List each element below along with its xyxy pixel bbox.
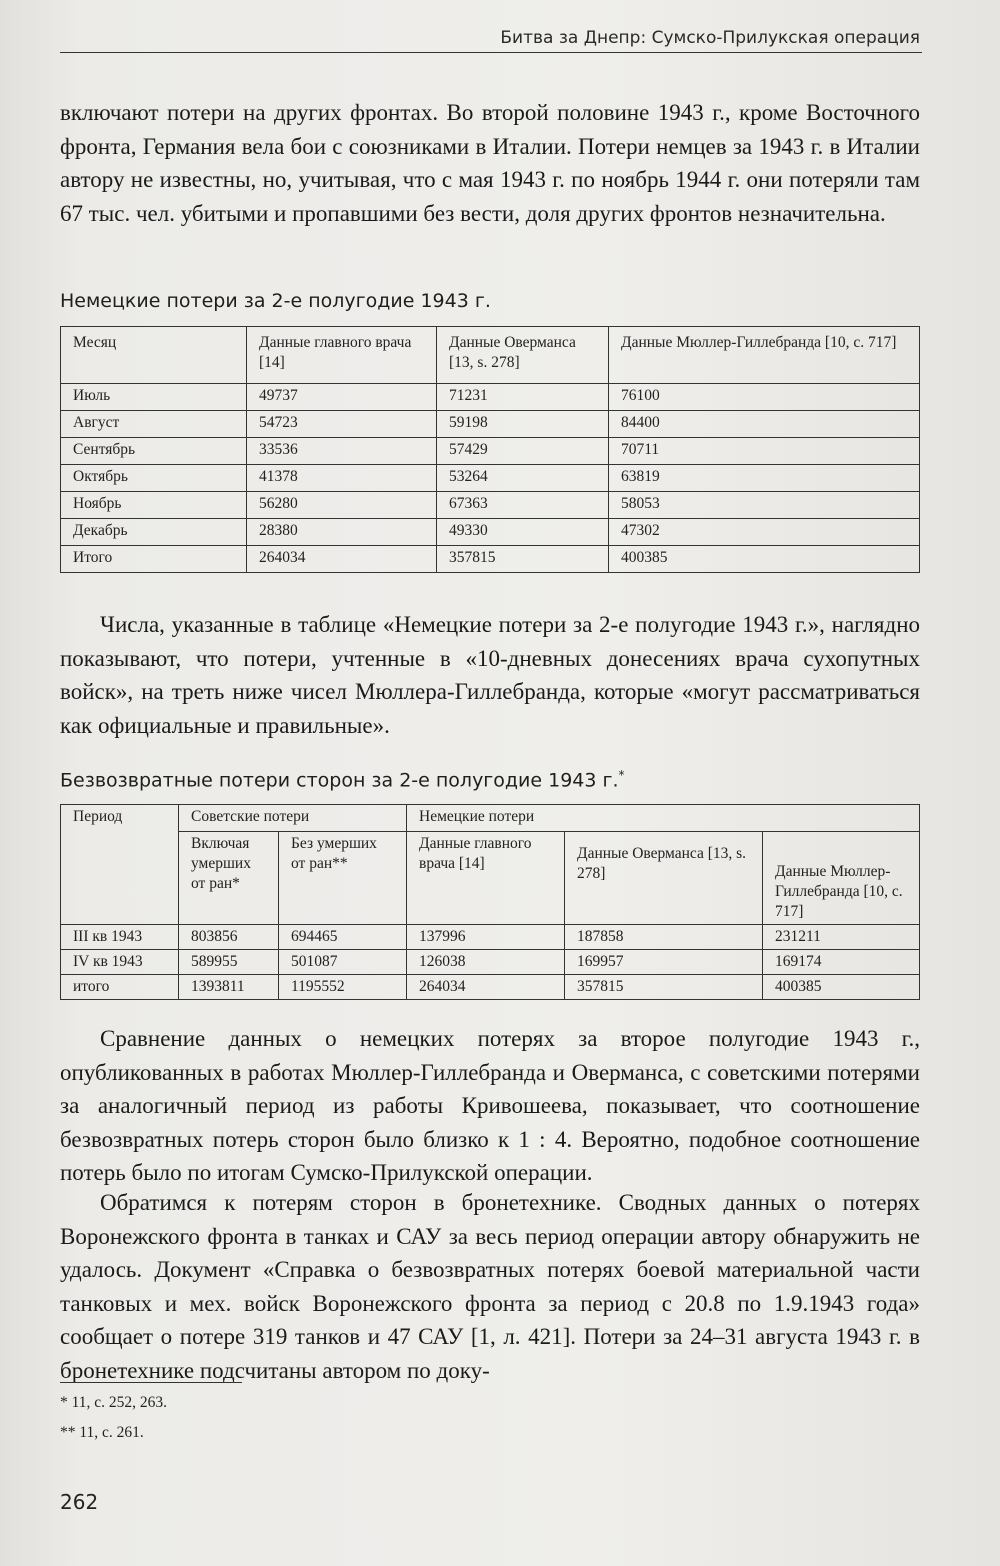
table-cell: Итого: [61, 546, 247, 573]
table-cell: 694465: [279, 925, 407, 950]
table-cell: 126038: [407, 950, 565, 975]
subheader-cell: Данные главного врача [14]: [407, 832, 565, 925]
table-cell: 76100: [609, 384, 920, 411]
paragraph-2: Числа, указанные в таблице «Немецкие потери за 2-е полугодие 1943 г.», наглядно показывают, что потери, учтенные в «10-дневных донесениях врача сухопутных войск», на треть ниже чисел Мюллера-Гиллебранда, которые «могут рассматриваться как официальные и правильные».: [60, 612, 920, 738]
table-cell: Июль: [61, 384, 247, 411]
table-german-losses: [60, 326, 920, 573]
header-cell: Месяц: [61, 327, 247, 384]
table-cell: 63819: [609, 465, 920, 492]
table-cell: 137996: [407, 925, 565, 950]
header-cell: Данные главного врача [14]: [247, 327, 437, 384]
table-irrecoverable-losses: [60, 804, 920, 1000]
footnote-1: * 11, с. 252, 263.: [60, 1394, 168, 1411]
table-cell: 1393811: [179, 975, 279, 1000]
table-row: [61, 465, 920, 492]
table-cell: 58053: [609, 492, 920, 519]
table-cell: Декабрь: [61, 519, 247, 546]
table-cell: 67363: [437, 492, 609, 519]
table-cell: 264034: [407, 975, 565, 1000]
table-cell: 803856: [179, 925, 279, 950]
table-cell: 54723: [247, 411, 437, 438]
header-rule: [60, 52, 922, 53]
table-row: [61, 975, 920, 1000]
table-cell: 169174: [763, 950, 920, 975]
subheader-cell: Данные Мюллер-Гиллебранда [10, с. 717]: [763, 832, 920, 925]
paragraph-3: Сравнение данных о немецких потерях за второе полугодие 1943 г., опубликованных в работах Мюллер-Гиллебранда и Оверманса, с советскими потерями за аналогичный период из работы Кривошеева, показывает, что соотношение безвозвратных потерь сторон было близко к 1 : 4. Вероятно, подобное соотношение потерь было по итогам Сумско-Прилукской операции.: [60, 1026, 920, 1185]
table-row: [61, 438, 920, 465]
table2-caption: [60, 768, 625, 791]
table-cell: Ноябрь: [61, 492, 247, 519]
table-cell: III кв 1943: [61, 925, 179, 950]
table-cell: 1195552: [279, 975, 407, 1000]
table-cell: 70711: [609, 438, 920, 465]
table-row: [61, 925, 920, 950]
table1-caption: Немецкие потери за 2-е полугодие 1943 г.: [60, 290, 491, 312]
paragraph-1: включают потери на других фронтах. Во второй половине 1943 г., кроме Восточного фронта, Германия вела бои с союзниками в Италии. Потери немцев за 1943 г. в Италии автору не известны, но, учитывая, что с мая 1943 г. по ноябрь 1944 г. они потеряли там 67 тыс. чел. убитыми и пропавшими без вести, доля других фронтов незначительна.: [60, 100, 920, 226]
subheader-cell: Включая умерших от ран*: [179, 832, 279, 925]
table-row: [61, 546, 920, 573]
table-header-row: [61, 327, 920, 384]
table-cell: 589955: [179, 950, 279, 975]
footnote-rule: [60, 1382, 242, 1383]
table-cell: 84400: [609, 411, 920, 438]
table-cell: Август: [61, 411, 247, 438]
table-cell: 357815: [437, 546, 609, 573]
table2-caption-mark: *: [618, 768, 625, 782]
table-cell: 28380: [247, 519, 437, 546]
table-cell: 71231: [437, 384, 609, 411]
table-cell: 49330: [437, 519, 609, 546]
header-cell: Период: [61, 805, 179, 925]
paragraph-4: Обратимся к потерям сторон в бронетехнике. Сводных данных о потерях Воронежского фронта в танках и САУ за весь период операции автору обнаружить не удалось. Документ «Справка о безвозвратных потерях боевой материальной части танковых и мех. войск Воронежского фронта за период с 20.8 по 1.9.1943 года» сообщает о потере 319 танков и 47 САУ [1, л. 421]. Потери за 24–31 августа 1943 г. в бронетехнике подсчитаны автором по доку-: [60, 1190, 920, 1383]
table-subheader-row: [61, 832, 920, 925]
subheader-cell: Без умерших от ран**: [279, 832, 407, 925]
table-row: [61, 411, 920, 438]
table-cell: Сентябрь: [61, 438, 247, 465]
table-cell: итого: [61, 975, 179, 1000]
table-cell: 231211: [763, 925, 920, 950]
footnote-2: ** 11, с. 261.: [60, 1424, 144, 1441]
table-cell: 53264: [437, 465, 609, 492]
running-head: Битва за Днепр: Сумско-Прилукская операция: [500, 28, 920, 48]
table-header-row: [61, 805, 920, 832]
table-cell: 187858: [565, 925, 763, 950]
header-cell: Советские потери: [179, 805, 407, 832]
table-row: [61, 492, 920, 519]
subheader-cell: Данные Оверманса [13, s. 278]: [565, 832, 763, 925]
table-cell: 47302: [609, 519, 920, 546]
table-cell: Октябрь: [61, 465, 247, 492]
table-cell: 400385: [609, 546, 920, 573]
table-cell: 400385: [763, 975, 920, 1000]
table-cell: 41378: [247, 465, 437, 492]
table-cell: 57429: [437, 438, 609, 465]
table-cell: 501087: [279, 950, 407, 975]
header-cell: Данные Мюллер-Гиллебранда [10, с. 717]: [609, 327, 920, 384]
table-cell: 169957: [565, 950, 763, 975]
table-cell: IV кв 1943: [61, 950, 179, 975]
header-cell: Немецкие потери: [407, 805, 920, 832]
table-cell: 56280: [247, 492, 437, 519]
table-cell: 59198: [437, 411, 609, 438]
table-row: [61, 950, 920, 975]
table2-caption-text: Безвозвратные потери сторон за 2-е полугодие 1943 г.: [60, 769, 619, 792]
table-row: [61, 519, 920, 546]
table-cell: 49737: [247, 384, 437, 411]
header-cell: Данные Оверманса [13, s. 278]: [437, 327, 609, 384]
table-row: [61, 384, 920, 411]
page-number: 262: [60, 1490, 99, 1514]
table-cell: 33536: [247, 438, 437, 465]
table-cell: 264034: [247, 546, 437, 573]
table-cell: 357815: [565, 975, 763, 1000]
